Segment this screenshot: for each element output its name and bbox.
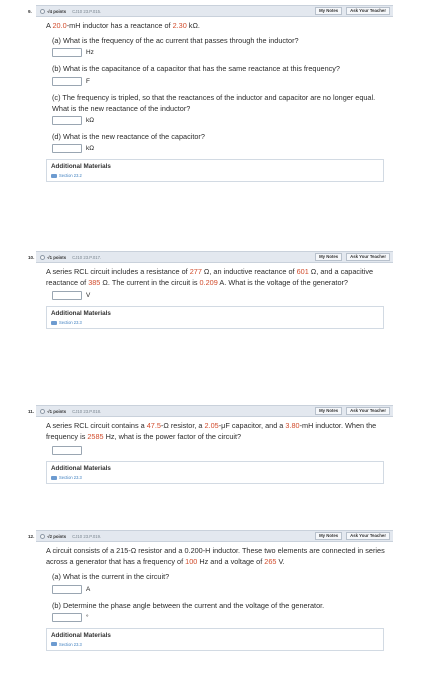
points-indicator xyxy=(40,409,66,414)
question-stem: A series RCL circuit contains a 47.5-Ω resistor, a 2.05-μF capacitor, and a 3.80-mH inductor. When the frequency is 2585 Hz, what is the power factor of the circuit? xyxy=(46,421,377,442)
problem-12 xyxy=(28,530,393,651)
question-stem: A circuit consists of a 215-Ω resistor and a 0.200-H inductor. These two elements are connected in series across a generator that has a frequency of 100 Hz and a voltage of 265 V. xyxy=(46,546,385,567)
part-d-question: (d) What is the new reactance of the capacitor? xyxy=(52,132,205,142)
my-notes-button[interactable]: My Notes xyxy=(315,7,342,15)
section-link[interactable]: Section 23.3 xyxy=(51,320,379,325)
points-label: -/2 points xyxy=(47,533,67,539)
status-circle-icon xyxy=(40,9,45,14)
question-stem: A 20.0-mH inductor has a reactance of 2.30 kΩ. xyxy=(46,21,200,30)
ask-teacher-button[interactable]: Ask Your Teacher xyxy=(346,407,390,415)
unit-label: F xyxy=(86,77,90,85)
unit-label: kΩ xyxy=(86,145,94,153)
book-icon xyxy=(51,174,57,178)
unit-label: kΩ xyxy=(86,117,94,125)
unit-label: Hz xyxy=(86,49,94,57)
points-label: -/1 points xyxy=(47,408,67,414)
problem-number: 10. xyxy=(28,254,35,260)
problem-source: CJ10 23.P.015. xyxy=(72,8,102,14)
section-link[interactable]: Section 23.2 xyxy=(51,173,379,178)
ask-teacher-button[interactable]: Ask Your Teacher xyxy=(346,532,390,540)
my-notes-button[interactable]: My Notes xyxy=(315,407,342,415)
ask-teacher-button[interactable]: Ask Your Teacher xyxy=(346,253,390,261)
additional-materials-panel xyxy=(46,159,384,182)
problem-header xyxy=(28,405,393,417)
additional-materials-panel xyxy=(46,628,384,651)
problem-number: 11. xyxy=(28,408,35,414)
my-notes-button[interactable]: My Notes xyxy=(315,532,342,540)
unit-label: V xyxy=(86,292,91,300)
section-link[interactable]: Section 23.3 xyxy=(51,642,379,647)
answer-input[interactable] xyxy=(52,144,82,153)
status-circle-icon xyxy=(40,409,45,414)
problem-number: 9. xyxy=(28,8,32,14)
part-a-question: (a) What is the frequency of the ac current that passes through the inductor? xyxy=(52,36,299,46)
additional-materials-panel xyxy=(46,306,384,329)
status-circle-icon xyxy=(40,255,45,260)
problem-11 xyxy=(28,405,393,484)
answer-input[interactable] xyxy=(52,116,82,125)
part-b-question: (b) Determine the phase angle between the current and the voltage of the generator. xyxy=(52,600,325,610)
additional-materials-title: Additional Materials xyxy=(51,631,111,639)
status-circle-icon xyxy=(40,534,45,539)
problem-header xyxy=(28,251,393,263)
problem-header xyxy=(28,5,393,17)
section-link[interactable]: Section 23.3 xyxy=(51,475,379,480)
ask-teacher-button[interactable]: Ask Your Teacher xyxy=(346,7,390,15)
unit-label: ° xyxy=(86,613,89,621)
points-label: -/4 points xyxy=(47,8,67,14)
points-label: -/1 points xyxy=(47,254,67,260)
problem-10 xyxy=(28,251,393,329)
answer-input[interactable] xyxy=(52,77,82,86)
answer-input[interactable] xyxy=(52,291,82,300)
book-icon xyxy=(51,476,57,480)
answer-input[interactable] xyxy=(52,446,82,455)
answer-input[interactable] xyxy=(52,613,82,622)
part-b-question: (b) What is the capacitance of a capacitor that has the same reactance at this frequency? xyxy=(52,64,340,74)
points-indicator xyxy=(40,534,66,539)
problem-source: CJ10 23.P.017. xyxy=(72,254,102,260)
book-icon xyxy=(51,642,57,646)
problem-source: CJ10 23.P.019. xyxy=(72,533,102,539)
question-stem: A series RCL circuit includes a resistance of 277 Ω, an inductive reactance of 601 Ω, and a capacitive reactance of 385 Ω. The current in the circuit is 0.209 A. What is the voltage of the generator? xyxy=(46,267,374,288)
additional-materials-title: Additional Materials xyxy=(51,163,111,171)
answer-input[interactable] xyxy=(52,48,82,57)
my-notes-button[interactable]: My Notes xyxy=(315,253,342,261)
problem-9 xyxy=(28,5,393,182)
problem-number: 12. xyxy=(28,533,35,539)
book-icon xyxy=(51,321,57,325)
points-indicator xyxy=(40,255,66,260)
points-indicator xyxy=(40,9,66,14)
unit-label: A xyxy=(86,585,91,593)
additional-materials-panel xyxy=(46,461,384,484)
additional-materials-title: Additional Materials xyxy=(51,465,111,473)
part-a-question: (a) What is the current in the circuit? xyxy=(52,572,170,582)
additional-materials-title: Additional Materials xyxy=(51,310,111,318)
answer-input[interactable] xyxy=(52,585,82,594)
problem-source: CJ10 23.P.018. xyxy=(72,408,102,414)
problem-header xyxy=(28,530,393,542)
part-c-question: (c) The frequency is tripled, so that the reactances of the inductor and capacitor are no longer equal. What is the new reactance of the inductor? xyxy=(52,92,376,113)
